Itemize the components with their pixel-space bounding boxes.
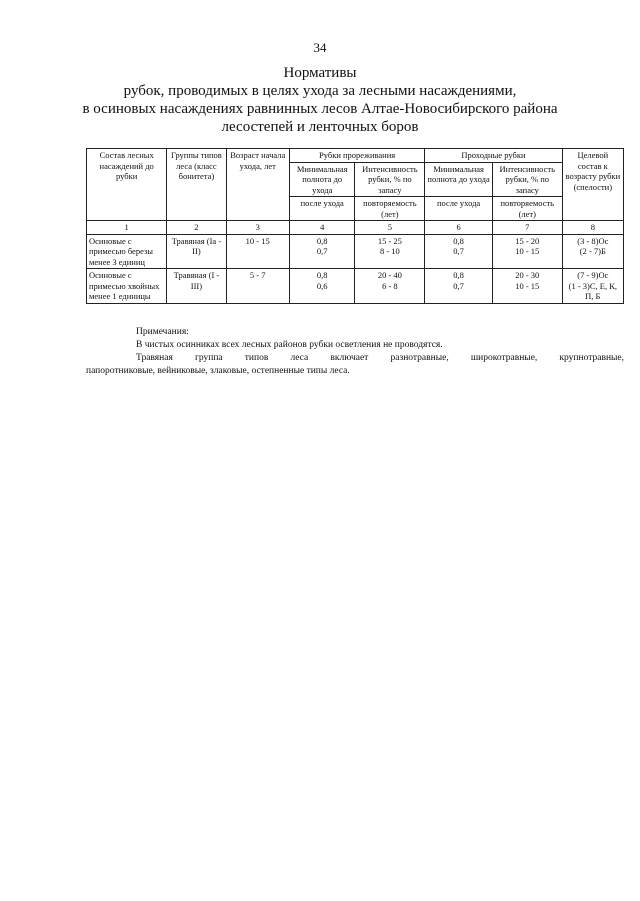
column-number: 3 bbox=[226, 221, 289, 235]
cell-min-density: 0,8 0,7 bbox=[289, 234, 355, 269]
note-line-2b: папоротниковые, вейниковые, злаковые, остепненные типы леса. bbox=[86, 366, 350, 376]
header-pass-repeat: повторяемость (лет) bbox=[492, 197, 562, 221]
title-line-1: Нормативы bbox=[283, 65, 357, 81]
header-after-care: после ухода bbox=[289, 197, 355, 221]
table-row bbox=[87, 269, 624, 304]
cell-age-start: 5 - 7 bbox=[226, 269, 289, 304]
header-pass-intensity: Интенсивность рубки, % по запасу bbox=[492, 162, 562, 197]
column-number: 2 bbox=[167, 221, 226, 235]
title-line-4: лесостепей и ленточных боров bbox=[221, 119, 419, 135]
cell-pass-min-density: 0,8 0,7 bbox=[425, 269, 493, 304]
cell-pass-min-density: 0,8 0,7 bbox=[425, 234, 493, 269]
title-line-2: рубок, проводимых в целях ухода за лесными насаждениями, bbox=[123, 83, 517, 99]
header-target: Целевой состав к возрасту рубки (спелости) bbox=[562, 149, 623, 221]
column-number: 8 bbox=[562, 221, 623, 235]
header-repeat: повторяемость (лет) bbox=[355, 197, 425, 221]
cell-intensity: 20 - 40 6 - 8 bbox=[355, 269, 425, 304]
header-age-start: Возраст начала ухода, лет bbox=[226, 149, 289, 221]
cell-age-start: 10 - 15 bbox=[226, 234, 289, 269]
header-passage: Проходные рубки bbox=[425, 149, 562, 163]
column-number: 7 bbox=[492, 221, 562, 235]
note-line-1: В чистых осинниках всех лесных районов рубки осветления не проводятся. bbox=[136, 340, 443, 350]
header-row-1 bbox=[87, 149, 624, 163]
column-number-row bbox=[87, 221, 624, 235]
cell-forest-type-group: Травяная (I - III) bbox=[167, 269, 226, 304]
header-forest-type-group: Группы типов леса (класс бонитета) bbox=[167, 149, 226, 221]
cell-intensity: 15 - 25 8 - 10 bbox=[355, 234, 425, 269]
notes bbox=[86, 326, 624, 378]
table-row bbox=[87, 234, 624, 269]
column-number: 1 bbox=[87, 221, 167, 235]
cell-pass-intensity: 15 - 20 10 - 15 bbox=[492, 234, 562, 269]
header-pass-after-care: после ухода bbox=[425, 197, 493, 221]
column-number: 5 bbox=[355, 221, 425, 235]
header-composition: Состав лесных насаждений до рубки bbox=[87, 149, 167, 221]
notes-heading: Примечания: bbox=[136, 327, 189, 337]
cell-composition: Осиновые с примесью хвойных менее 1 единицы bbox=[87, 269, 167, 304]
header-pass-min-density: Минимальная полнота до ухода bbox=[425, 162, 493, 197]
header-min-density: Минимальная полнота до ухода bbox=[289, 162, 355, 197]
title-line-3: в осиновых насаждениях равнинных лесов Алтае-Новосибирского района bbox=[82, 101, 558, 117]
cell-forest-type-group: Травяная (Iа - II) bbox=[167, 234, 226, 269]
note-line-2a: Травяная группа типов леса включает разнотравные, широкотравные, крупнотравные, bbox=[136, 353, 624, 363]
cell-min-density: 0,8 0,6 bbox=[289, 269, 355, 304]
column-number: 4 bbox=[289, 221, 355, 235]
cell-target: (7 - 9)Ос (1 - 3)С, Е, К, П, Б bbox=[562, 269, 623, 304]
cell-pass-intensity: 20 - 30 10 - 15 bbox=[492, 269, 562, 304]
document-title bbox=[60, 64, 580, 136]
cell-composition: Осиновые с примесью березы менее 3 единиц bbox=[87, 234, 167, 269]
header-thinning: Рубки прореживания bbox=[289, 149, 424, 163]
header-intensity: Интенсивность рубки, % по запасу bbox=[355, 162, 425, 197]
norms-table bbox=[86, 148, 624, 304]
column-number: 6 bbox=[425, 221, 493, 235]
page-number: 34 bbox=[313, 40, 327, 55]
cell-target: (3 - 8)Ос (2 - 7)Б bbox=[562, 234, 623, 269]
